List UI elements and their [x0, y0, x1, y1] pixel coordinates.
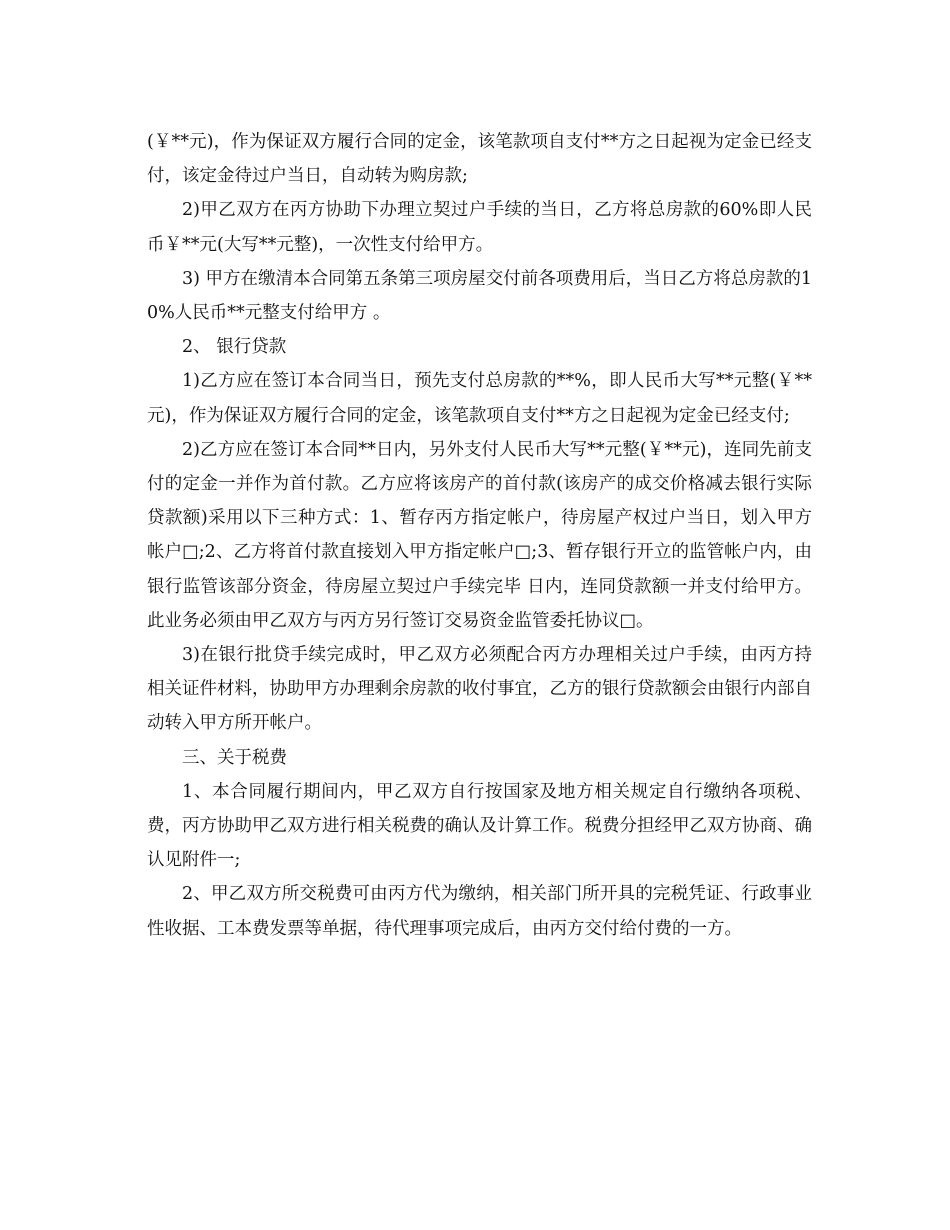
paragraph-payment-item-2: 2)甲乙双方在丙方协助下办理立契过户手续的当日，乙方将总房款的60%即人民币￥**元(大写**元整)，一次性支付给甲方。 — [147, 200, 812, 255]
section-heading-bank-loan: 2、 银行贷款 — [182, 337, 287, 358]
paragraph-loan-item-1: 1)乙方应在签订本合同当日，预先支付总房款的**%，即人民币大写**元整(￥**元)，作为保证双方履行合同的定金，该笔款项自支付**方之日起视为定金已经支付; — [147, 371, 812, 426]
paragraph-loan-item-3: 3)在银行批贷手续完成时，甲乙双方必须配合丙方办理相关过户手续，由丙方持相关证件材料，协助甲方办理剩余房款的收付事宜，乙方的银行贷款额会由银行内部自动转入甲方所开帐户。 — [147, 645, 812, 734]
paragraph-tax-item-2: 2、甲乙双方所交税费可由丙方代为缴纳，相关部门所开具的完税凭证、行政事业性收据、工本费发票等单据，待代理事项完成后，由丙方交付给付费的一方。 — [147, 884, 812, 939]
paragraph-payment-item-3: 3) 甲方在缴清本合同第五条第三项房屋交付前各项费用后，当日乙方将总房款的10%人民币**元整支付给甲方 。 — [147, 268, 812, 324]
section-heading-taxes: 三、关于税费 — [182, 747, 287, 768]
paragraph-deposit-continuation: (￥**元)，作为保证双方履行合同的定金，该笔款项自支付**方之日起视为定金已经支付，该定金待过户当日，自动转为购房款; — [147, 132, 812, 187]
paragraph-loan-item-2: 2)乙方应在签订本合同**日内，另外支付人民币大写**元整(￥**元)，连同先前支付的定金一并作为首付款。乙方应将该房产的首付款(该房产的成交价格减去银行实际贷款额)采用以下三种方式：1、暂存丙方指定帐户，待房屋产权过户当日，划入甲方帐户□;2、乙方将首付款直接划入甲方指定帐户□;3、暂存银行开立的监管帐户内，由银行监管该部分资金，待房屋立契过户手续完毕 日内，连同贷款额一并支付给甲方。此业务必须由甲乙双方与丙方另行签订交易资金监管委托协议□。 — [147, 439, 812, 631]
paragraph-tax-item-1: 1、本合同履行期间内，甲乙双方自行按国家及地方相关规定自行缴纳各项税、费，丙方协助甲乙双方进行相关税费的确认及计算工作。税费分担经甲乙双方协商、确认见附件一; — [147, 781, 812, 871]
document-body — [147, 125, 812, 946]
